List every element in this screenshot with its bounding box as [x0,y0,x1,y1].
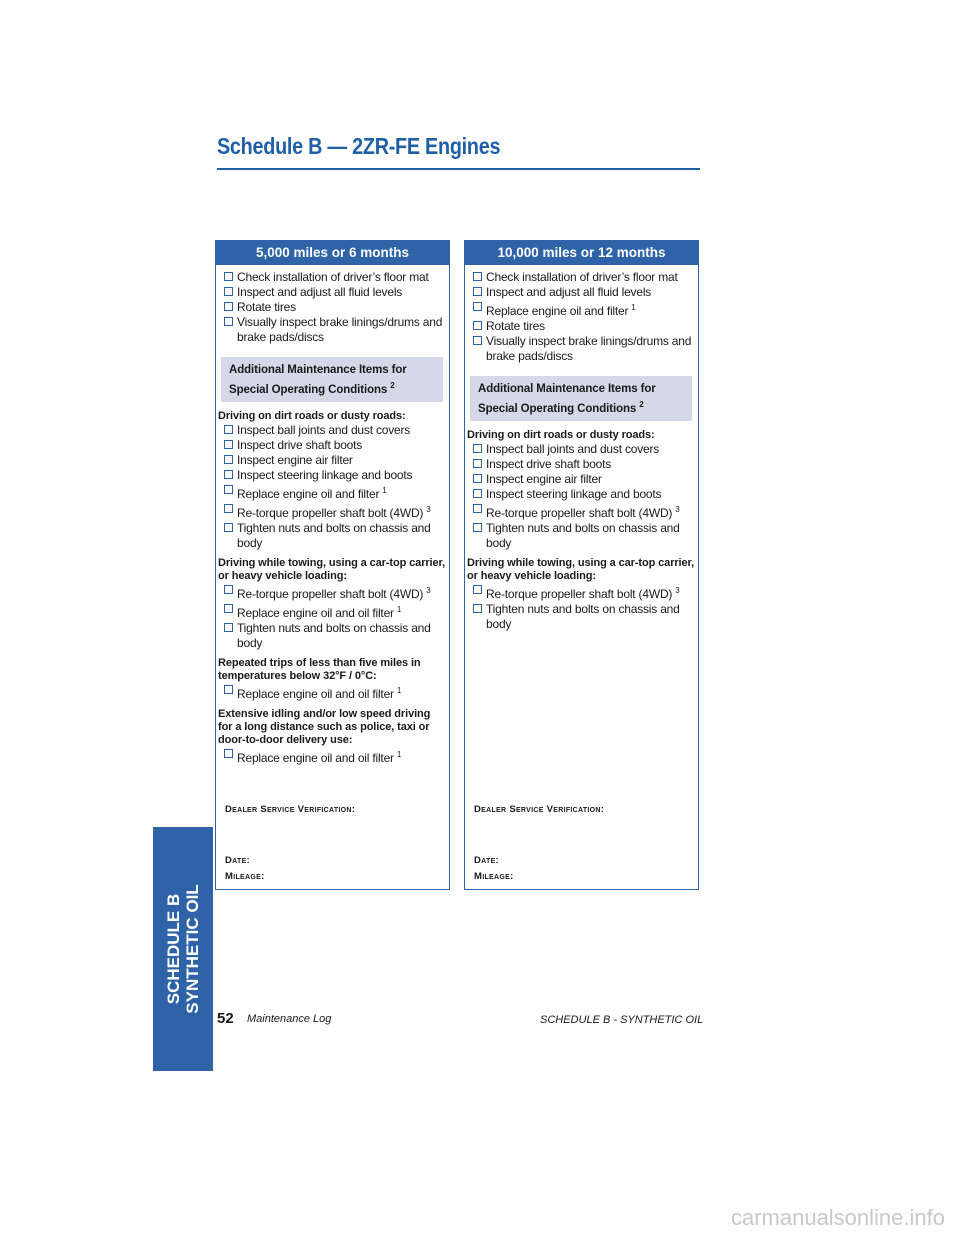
checklist-item-text: Replace engine oil and oil filter [237,751,394,765]
checklist-item-text: Replace engine oil and oil filter [237,606,394,620]
checkbox[interactable] [473,444,482,453]
mileage-label: Mileage: [474,871,514,882]
checklist-item [467,300,696,319]
checklist-item-text: Re-torque propeller shaft bolt (4WD) [237,587,424,601]
checkbox[interactable] [224,523,233,532]
checklist-item [218,502,447,521]
checklist-item-text: Inspect and adjust all fluid levels [486,285,652,299]
checklist-item [467,334,696,364]
condition-heading: Driving on dirt roads or dusty roads: [467,429,655,441]
checkbox[interactable] [224,504,233,513]
column-header: 10,000 miles or 12 months [464,240,699,265]
checklist-item-text: Tighten nuts and bolts on chassis and body [237,621,431,650]
footer-left-label: Maintenance Log [247,1013,332,1025]
side-tab-line-1: SCHEDULE B [164,893,183,1005]
checklist-item [218,468,447,483]
checklist-item-text: Tighten nuts and bolts on chassis and body [486,602,680,631]
checklist-item [467,442,696,457]
checklist-item-text: Re-torque propeller shaft bolt (4WD) [486,587,673,601]
side-tab-line-2: SYNTHETIC OIL [183,884,202,1014]
checklist-item [467,521,696,551]
footer-right-label: SCHEDULE B - SYNTHETIC OIL [540,1014,704,1026]
checkbox[interactable] [224,455,233,464]
footnote-marker: 2 [390,381,395,390]
checkbox[interactable] [224,287,233,296]
checklist-item [467,472,696,487]
footnote-marker: 1 [396,686,402,695]
checkbox[interactable] [473,474,482,483]
checklist-item [467,457,696,472]
column-body [467,270,696,632]
checklist-item [467,319,696,334]
checklist-item-text: Replace engine oil and filter [237,487,380,501]
footnote-marker: 1 [631,303,636,312]
checklist-item [218,438,447,453]
checkbox[interactable] [473,321,482,330]
title-rule [217,168,700,170]
checklist-item [218,423,447,438]
footnote-marker: 1 [382,486,387,495]
checklist-item-text: Inspect steering linkage and boots [486,487,662,501]
dealer-verification-label: Dealer Service Verification: [225,804,356,815]
checklist-item-text: Re-torque propeller shaft bolt (4WD) [486,506,673,520]
side-tab-label [164,884,202,1013]
checklist-item [218,683,447,702]
condition-heading: Driving while towing, using a car-top carrier, or heavy vehicle loading: [218,557,446,582]
checklist-item [467,285,696,300]
checklist-item [218,621,447,651]
checklist-item [218,315,447,345]
special-conditions-box [470,376,692,421]
checkbox[interactable] [473,272,482,281]
checklist-item-text: Rotate tires [486,319,545,333]
checkbox[interactable] [473,287,482,296]
schedule-column-5000 [215,240,450,890]
checkbox[interactable] [473,604,482,613]
checkbox[interactable] [224,440,233,449]
checkbox[interactable] [224,685,233,694]
checklist-item-text: Inspect ball joints and dust covers [486,442,660,456]
checklist-item [218,521,447,551]
footnote-marker: 3 [675,505,680,514]
checkbox[interactable] [224,585,233,594]
checklist-item-text: Inspect drive shaft boots [486,457,612,471]
checklist-item-text: Tighten nuts and bolts on chassis and body [486,521,680,550]
special-conditions-box [221,357,443,402]
watermark: carmanualsonline.info [730,1205,945,1230]
checklist-item [467,602,696,632]
checkbox[interactable] [224,470,233,479]
date-label: Date: [225,855,251,866]
special-conditions-title: Additional Maintenance Items for Special Operating Conditions [229,364,407,396]
footnote-marker: 3 [675,586,680,595]
checkbox[interactable] [473,585,482,594]
checklist-item-text: Inspect engine air filter [237,453,353,467]
checkbox[interactable] [224,317,233,326]
dealer-verification-label: Dealer Service Verification: [474,804,605,815]
checkbox[interactable] [224,604,233,613]
checkbox[interactable] [473,504,482,513]
checkbox[interactable] [224,425,233,434]
special-conditions-title: Additional Maintenance Items for Special Operating Conditions [478,383,656,415]
checklist-item-text: Check installation of driver’s floor mat [486,270,678,284]
checklist-item-text: Check installation of driver’s floor mat [237,270,429,284]
footnote-marker: 1 [396,750,402,759]
checklist-item-text: Inspect ball joints and dust covers [237,423,411,437]
checklist-item [467,487,696,502]
footnote-marker: 3 [426,505,431,514]
condition-heading: Driving on dirt roads or dusty roads: [218,410,406,422]
checklist-item [467,270,696,285]
checklist-item [218,453,447,468]
checkbox[interactable] [224,749,233,758]
checklist-item-text: Re-torque propeller shaft bolt (4WD) [237,506,424,520]
checklist-item-text: Visually inspect brake linings/drums and brake pads/discs [486,334,692,363]
checklist-item-text: Inspect engine air filter [486,472,602,486]
condition-heading: Repeated trips of less than five miles in temperatures below 32°F / 0°C: [218,657,421,682]
column-body [218,270,447,766]
checklist-item [218,483,447,502]
checkbox[interactable] [224,272,233,281]
page-number: 52 [217,1010,234,1027]
checklist-item [467,502,696,521]
condition-heading: Extensive idling and/or low speed driving for a long distance such as police, taxi or door-to-door delivery use: [218,708,431,746]
checklist-item-text: Replace engine oil and oil filter [237,687,394,701]
mileage-label: Mileage: [225,871,265,882]
checklist-item-text: Inspect and adjust all fluid levels [237,285,403,299]
checklist-item-text: Visually inspect brake linings/drums and brake pads/discs [237,315,443,344]
checklist-item-text: Tighten nuts and bolts on chassis and body [237,521,431,550]
checkbox[interactable] [473,523,482,532]
footnote-marker: 2 [639,400,644,409]
checklist-item [218,602,447,621]
checklist-item [218,583,447,602]
checkbox[interactable] [224,302,233,311]
checkbox[interactable] [473,459,482,468]
checklist-item [467,583,696,602]
checklist-item-text: Inspect steering linkage and boots [237,468,413,482]
checkbox[interactable] [473,302,482,311]
schedule-column-10000 [464,240,699,890]
checkbox[interactable] [473,336,482,345]
checklist-item [218,270,447,285]
checklist-item [218,747,447,766]
checklist-item [218,285,447,300]
checklist-item [218,300,447,315]
side-section-tab [153,827,213,1071]
condition-heading: Driving while towing, using a car-top carrier, or heavy vehicle loading: [467,557,695,582]
checklist-item-text: Replace engine oil and filter [486,304,629,318]
checkbox[interactable] [224,485,233,494]
checkbox[interactable] [473,489,482,498]
checklist-item-text: Rotate tires [237,300,296,314]
checklist-item-text: Inspect drive shaft boots [237,438,363,452]
page-title: Schedule B — 2ZR-FE Engines [217,133,501,159]
date-label: Date: [474,855,500,866]
checkbox[interactable] [224,623,233,632]
footnote-marker: 3 [426,586,431,595]
footnote-marker: 1 [396,605,402,614]
column-header: 5,000 miles or 6 months [215,240,450,265]
